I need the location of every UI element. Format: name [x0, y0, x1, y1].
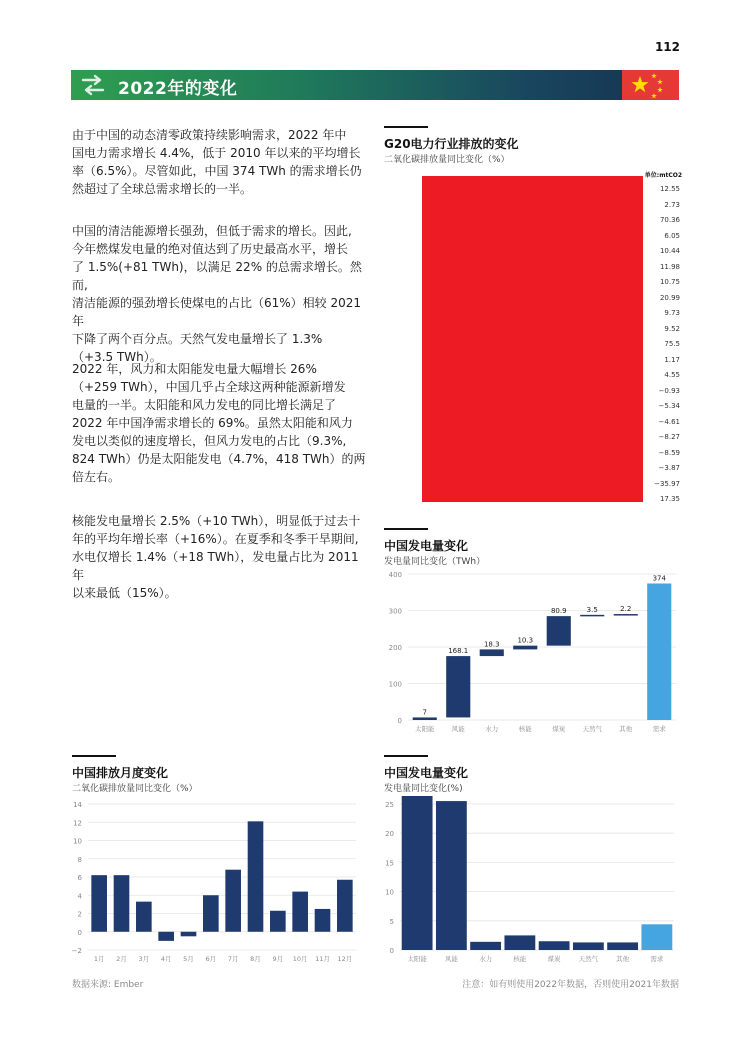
- growth-bar-1: [436, 801, 467, 950]
- waterfall-bar-3: [513, 646, 537, 650]
- g20-value-2: 70.36: [659, 216, 680, 224]
- waterfall-value-label-4: 80.9: [550, 607, 567, 616]
- monthly-bar-6: [225, 870, 241, 932]
- waterfall-bar-4: [547, 616, 571, 646]
- g20-value-20: 17.35: [659, 495, 680, 503]
- waterfall-x-label-7: 需求: [652, 725, 666, 733]
- monthly-bar-4: [181, 932, 197, 937]
- growth-x-label-5: 天然气: [578, 955, 599, 963]
- waterfall-x-label-4: 煤炭: [552, 725, 566, 733]
- growth-bar-5: [573, 942, 604, 950]
- g20-values-list: [644, 182, 680, 508]
- china-flag: [622, 70, 679, 100]
- monthly-bar-10: [315, 909, 331, 932]
- paragraph-wind-solar: 2022 年，风力和太阳能发电量大幅增长 26% （+259 TWh），中国几乎占全球这两种能源新增发 电量的一半。太阳能和风力发电的同比增长满足了 2022 年中国净需求增长的 69%。虽然太阳能和风力 发电以类似的速度增长，但风力发电的占比（9.3%, 824 TWh）仍是太阳能发电（4.7%，418 TWh）的两 倍左右。: [72, 362, 366, 484]
- g20-value-13: −0.93: [658, 386, 680, 395]
- monthly-bar-7: [248, 821, 264, 931]
- footer-note: 注意：如有则使用2022年数据，否则使用2021年数据: [462, 980, 679, 990]
- monthly-subtitle: 二氧化碳排放量同比变化（%）: [72, 784, 198, 794]
- monthly-bar-3: [158, 932, 174, 941]
- growth-x-label-2: 水力: [479, 955, 493, 963]
- growth-bar-7: [641, 924, 672, 950]
- monthly-title: 中国排放月度变化: [72, 766, 169, 780]
- monthly-bar-8: [270, 911, 286, 932]
- g20-value-16: −8.27: [658, 433, 680, 441]
- g20-value-14: −5.34: [658, 402, 680, 410]
- g20-value-9: 9.52: [664, 324, 680, 333]
- g20-value-7: 20.99: [659, 293, 680, 302]
- g20-subtitle: 二氧化碳排放量同比变化（%）: [384, 155, 510, 165]
- monthly-x-label-1: 2月: [116, 955, 127, 963]
- growth-bar-4: [539, 941, 570, 950]
- waterfall-x-label-6: 其他: [619, 725, 633, 733]
- y-tick-label: 6: [77, 874, 82, 882]
- monthly-bar-5: [203, 895, 219, 932]
- waterfall-bar-2: [480, 649, 504, 656]
- waterfall-value-label-2: 18.3: [483, 640, 500, 649]
- growth-x-label-4: 煤炭: [547, 955, 561, 963]
- y-tick-label: 5: [389, 917, 394, 926]
- waterfall-value-label-1: 168.1: [448, 647, 469, 656]
- growth-bar-0: [402, 796, 433, 950]
- monthly-x-label-2: 3月: [138, 955, 150, 963]
- g20-value-11: 1.17: [664, 355, 680, 364]
- g20-map-placeholder: [422, 176, 643, 502]
- growth-x-label-6: 其他: [616, 955, 630, 963]
- growth-bar-3: [504, 935, 535, 950]
- monthly-chart: [72, 796, 362, 968]
- waterfall-x-label-3: 核能: [518, 725, 532, 733]
- g20-value-3: 6.05: [664, 231, 680, 240]
- waterfall-x-label-1: 风能: [451, 725, 465, 733]
- waterfall-title-rule: [384, 528, 428, 530]
- y-tick-label: 10: [73, 837, 82, 846]
- monthly-x-label-4: 5月: [183, 955, 194, 963]
- monthly-bar-11: [337, 880, 353, 932]
- growth-bar-6: [607, 942, 638, 950]
- monthly-bar-9: [292, 892, 308, 932]
- waterfall-bar-1: [446, 656, 470, 717]
- monthly-x-label-3: 4月: [160, 955, 172, 963]
- waterfall-value-label-6: 2.2: [620, 605, 632, 614]
- waterfall-x-label-5: 天然气: [582, 725, 602, 733]
- monthly-x-label-7: 8月: [250, 955, 261, 963]
- growth-x-label-0: 太阳能: [407, 955, 427, 963]
- y-tick-label: 0: [397, 717, 402, 725]
- waterfall-value-label-7: 374: [652, 574, 666, 583]
- exchange-arrows-icon: [80, 73, 106, 97]
- flag-stars-icon: [622, 70, 679, 100]
- growth-chart: [384, 796, 680, 968]
- g20-value-18: −3.87: [658, 464, 680, 472]
- monthly-x-label-11: 12月: [337, 955, 353, 963]
- waterfall-bar-5: [580, 615, 604, 617]
- paragraph-clean-energy: 中国的清洁能源增长强劲，但低于需求的增长。因此, 今年燃煤发电量的绝对值达到了历史最高水平，增长 了 1.5%(+81 TWh)，以满足 22% 的总需求增长。然而, 清洁能源的强劲增长使煤电的占比（61%）相较 2021 年 下降了两个百分点。天然气发电量增长了 1.3% （+3.5 TWh）。: [72, 224, 362, 364]
- g20-value-17: −8.59: [658, 448, 680, 457]
- g20-value-19: −35.97: [654, 479, 680, 488]
- growth-subtitle: 发电量同比变化(%): [384, 784, 463, 794]
- waterfall-value-label-0: 7: [422, 708, 427, 717]
- waterfall-x-label-2: 水力: [485, 725, 499, 733]
- waterfall-x-label-0: 太阳能: [415, 725, 435, 733]
- g20-title-rule: [384, 126, 428, 128]
- g20-value-4: 10.44: [659, 247, 680, 255]
- page-number: 112: [654, 40, 680, 54]
- monthly-title-rule: [72, 755, 116, 757]
- y-tick-label: −2: [72, 947, 82, 955]
- monthly-bar-2: [136, 902, 152, 932]
- y-tick-label: 25: [385, 801, 394, 809]
- growth-title: 中国发电量变化: [384, 766, 469, 780]
- g20-value-12: 4.55: [664, 371, 680, 379]
- y-tick-label: 200: [388, 644, 402, 652]
- growth-x-label-7: 需求: [650, 955, 664, 963]
- growth-bar-2: [470, 942, 501, 950]
- waterfall-subtitle: 发电量同比变化（TWh）: [384, 557, 486, 567]
- y-tick-label: 10: [385, 888, 394, 897]
- y-tick-label: 400: [388, 571, 402, 579]
- y-tick-label: 15: [385, 859, 394, 868]
- waterfall-chart: [384, 566, 680, 740]
- y-tick-label: 14: [73, 801, 82, 809]
- paragraph-demand: 由于中国的动态清零政策持续影响需求，2022 年中 国电力需求增长 4.4%，低于 2010 年以来的平均增长 率（6.5%）。尽管如此，中国 374 TWh 的需求增长仍 然超过了全球总需求增长的一半。: [72, 128, 362, 196]
- g20-value-1: 2.73: [664, 200, 680, 209]
- y-tick-label: 12: [73, 819, 82, 828]
- y-tick-label: 4: [77, 892, 82, 901]
- y-tick-label: 2: [77, 910, 82, 919]
- y-tick-label: 0: [389, 947, 394, 955]
- section-title: 2022年的变化: [118, 79, 238, 99]
- y-tick-label: 100: [388, 680, 402, 689]
- monthly-x-label-6: 7月: [227, 955, 239, 963]
- monthly-x-label-5: 6月: [205, 955, 217, 963]
- growth-title-rule: [384, 755, 428, 757]
- waterfall-title: 中国发电量变化: [384, 539, 469, 553]
- growth-x-label-1: 风能: [444, 955, 458, 963]
- g20-value-5: 11.98: [659, 262, 680, 271]
- g20-title: G20电力行业排放的变化: [384, 137, 519, 151]
- waterfall-value-label-3: 10.3: [517, 636, 534, 645]
- waterfall-bar-0: [413, 717, 437, 720]
- y-tick-label: 8: [77, 855, 82, 864]
- y-tick-label: 0: [77, 928, 82, 937]
- g20-value-6: 10.75: [659, 278, 680, 286]
- waterfall-bar-6: [614, 614, 638, 616]
- monthly-bar-1: [114, 875, 130, 932]
- paragraph-nuclear-hydro: 核能发电量增长 2.5%（+10 TWh），明显低于过去十 年的平均年增长率（+16%）。在夏季和冬季干旱期间, 水电仅增长 1.4%（+18 TWh），发电量占比为 2011 年 以来最低（15%）。: [72, 514, 361, 600]
- growth-x-label-3: 核能: [513, 955, 527, 963]
- monthly-x-label-10: 11月: [315, 955, 330, 963]
- monthly-bar-0: [91, 875, 107, 932]
- g20-value-8: 9.73: [664, 309, 680, 317]
- monthly-x-label-9: 10月: [292, 955, 308, 963]
- monthly-x-label-0: 1月: [93, 955, 105, 963]
- y-tick-label: 300: [388, 607, 402, 616]
- g20-value-0: 12.55: [659, 185, 680, 193]
- y-tick-label: 20: [385, 830, 394, 839]
- g20-unit: 单位:mtCO2: [644, 172, 682, 179]
- g20-value-15: −4.61: [658, 417, 680, 426]
- waterfall-value-label-5: 3.5: [586, 605, 598, 614]
- waterfall-bar-7: [647, 583, 671, 720]
- g20-value-10: 75.5: [664, 340, 680, 348]
- monthly-x-label-8: 9月: [272, 955, 284, 963]
- footer-source: 数据来源: Ember: [72, 980, 144, 990]
